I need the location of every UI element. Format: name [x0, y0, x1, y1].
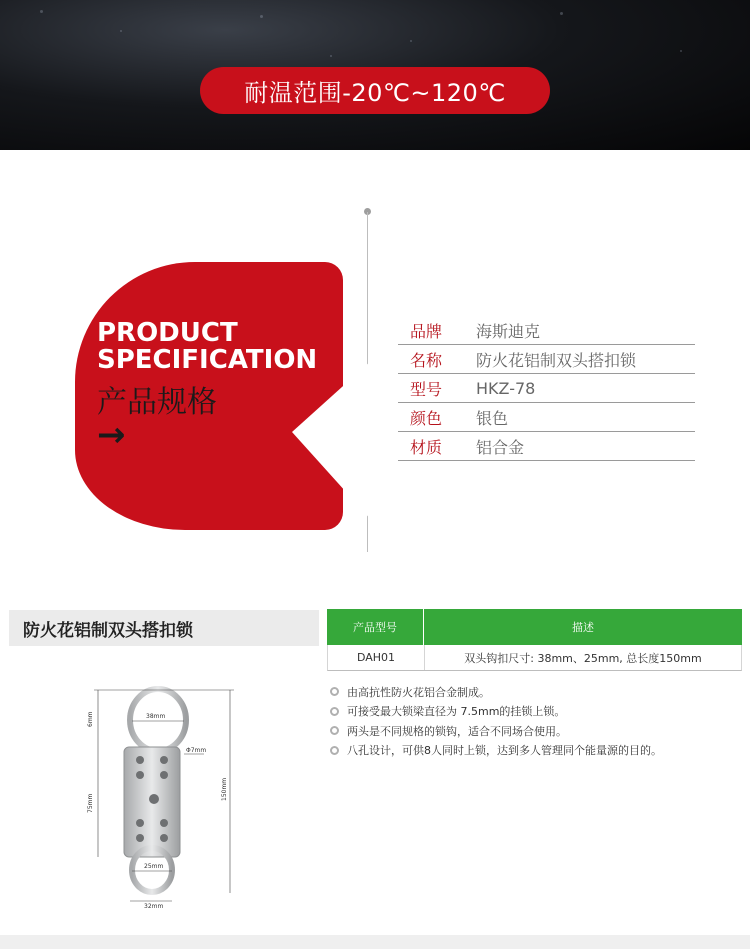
circle-bullet-icon	[330, 746, 339, 755]
top-banner	[0, 0, 750, 150]
sparkle	[120, 30, 122, 32]
feature-text: 可接受最大锁梁直径为 7.5mm的挂锁上锁。	[347, 705, 566, 719]
spec-title-en-line2: SPECIFICATION	[97, 345, 318, 375]
temperature-range-pill: 耐温范围-20℃~120℃	[200, 67, 550, 114]
spec-key: 材质	[410, 437, 443, 457]
spec-value: 海斯迪克	[476, 321, 541, 341]
spec-row-model	[398, 374, 695, 403]
dim-body: 75mm	[87, 793, 94, 813]
cell-description: 双头钩扣尺寸: 38mm、25mm, 总长度150mm	[464, 651, 702, 665]
arrow-right-icon: →	[97, 415, 126, 455]
dim-top-ring: 38mm	[146, 713, 166, 720]
spec-title-en	[97, 320, 317, 374]
feature-text: 两头是不同规格的锁钩，适合不同场合使用。	[347, 724, 567, 738]
circle-bullet-icon	[330, 687, 339, 696]
dim-hole: Φ7mm	[186, 747, 207, 754]
list-item	[327, 741, 742, 761]
list-item	[327, 702, 742, 722]
header-model: 产品型号	[327, 609, 424, 645]
dim-bottom-inner: 25mm	[144, 863, 164, 870]
dim-bottom-outer: 32mm	[144, 903, 164, 910]
feature-text: 八孔设计，可供8人同时上锁，达到多人管理同个能量源的目的。	[347, 744, 662, 758]
spec-row-color	[398, 403, 695, 432]
spec-key: 颜色	[410, 408, 443, 428]
list-item	[327, 721, 742, 741]
product-table	[327, 609, 742, 671]
spec-value: 银色	[476, 408, 509, 428]
spec-row-material	[398, 432, 695, 461]
spec-value: 防火花铝制双头搭扣锁	[476, 350, 637, 370]
feature-text: 由高抗性防火花铝合金制成。	[347, 685, 490, 699]
list-item	[327, 682, 742, 702]
dim-total: 150mm	[221, 777, 228, 801]
table-row	[327, 645, 742, 671]
sparkle	[40, 10, 43, 13]
header-description: 描述	[424, 609, 742, 645]
sparkle	[680, 50, 682, 52]
product-title: 防火花铝制双头搭扣锁	[9, 610, 319, 646]
spec-title-en-line1: PRODUCT	[97, 318, 238, 348]
spec-row-name	[398, 345, 695, 374]
cell-model: DAH01	[328, 645, 425, 670]
sparkle	[330, 55, 332, 57]
dim-top-gap: 6mm	[87, 711, 94, 727]
spec-value: 铝合金	[476, 437, 525, 457]
product-table-header	[327, 609, 742, 645]
sparkle	[410, 40, 412, 42]
circle-bullet-icon	[330, 726, 339, 735]
spec-key: 品牌	[410, 321, 443, 341]
top-ring-shape	[130, 689, 186, 751]
bottom-strip	[0, 935, 750, 949]
sparkle	[260, 15, 263, 18]
spec-key: 名称	[410, 350, 443, 370]
spec-table	[398, 316, 695, 461]
spec-key: 型号	[410, 379, 443, 399]
circle-bullet-icon	[330, 707, 339, 716]
spec-value: HKZ-78	[476, 378, 536, 398]
sparkle	[560, 12, 563, 15]
feature-list	[327, 682, 742, 760]
spec-row-brand	[398, 316, 695, 345]
hasp-lock-diagram	[80, 665, 250, 915]
spec-title-cn: 产品规格	[97, 385, 217, 420]
